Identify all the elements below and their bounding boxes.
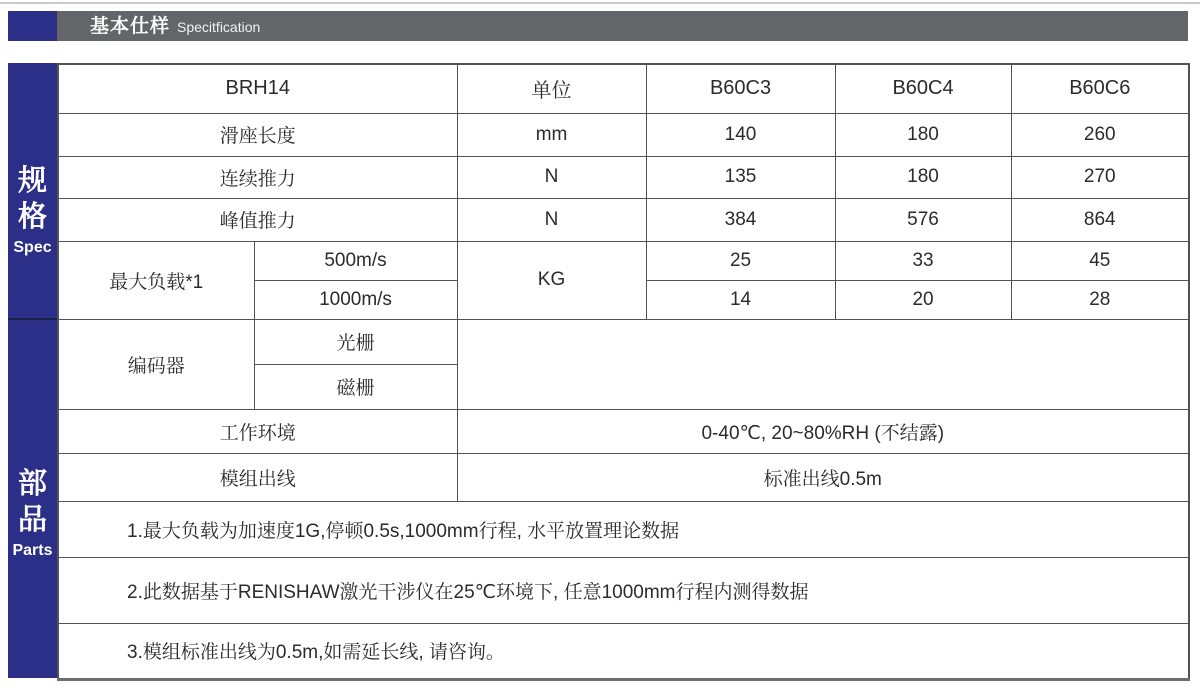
- column-header-b60c4: B60C4: [835, 64, 1011, 113]
- value-cell: 25: [646, 241, 835, 280]
- sidebar-section-parts: [8, 318, 57, 678]
- sidebar-parts-en: Parts: [12, 542, 53, 559]
- row-label-continuous-force: 连续推力: [58, 156, 457, 198]
- encoder-type-magnetic: 磁栅: [254, 364, 457, 409]
- note-2: 2.此数据基于RENISHAW激光干涉仪在25℃环境下, 任意1000mm行程内测得数据: [58, 557, 1189, 623]
- row-label-cable: 模组出线: [58, 453, 457, 501]
- environment-value-cell: 0-40℃, 20~80%RH (不结露): [457, 409, 1189, 453]
- table-row: [58, 501, 1189, 557]
- table-row: [58, 241, 1189, 280]
- table-row: [58, 319, 1189, 364]
- specification-table: [57, 63, 1190, 681]
- value-cell: 576: [835, 198, 1011, 241]
- sidebar-spec-char-1: 规: [17, 165, 47, 197]
- unit-cell: N: [457, 156, 646, 198]
- row-label-environment: 工作环境: [58, 409, 457, 453]
- unit-cell-kg: KG: [457, 241, 646, 319]
- section-title-en: Specitfication: [177, 19, 261, 35]
- value-cell: 135: [646, 156, 835, 198]
- value-cell: 45: [1011, 241, 1189, 280]
- value-cell: 20: [835, 280, 1011, 319]
- sidebar-parts-char-2: 品: [17, 504, 47, 536]
- section-title-zh: 基本仕样: [90, 16, 171, 37]
- note-1: 1.最大负载为加速度1G,停顿0.5s,1000mm行程, 水平放置理论数据: [58, 501, 1189, 557]
- sidebar-parts-char-1: 部: [17, 468, 47, 500]
- value-cell: 384: [646, 198, 835, 241]
- value-cell: 140: [646, 113, 835, 156]
- table-row: [58, 453, 1189, 501]
- unit-header-cell: 单位: [457, 64, 646, 113]
- column-header-b60c3: B60C3: [646, 64, 835, 113]
- value-cell: 180: [835, 113, 1011, 156]
- table-row: [58, 623, 1189, 679]
- condition-cell-1000: 1000m/s: [254, 280, 457, 319]
- condition-cell-500: 500m/s: [254, 241, 457, 280]
- sidebar-spec-char-2: 格: [17, 201, 47, 233]
- table-row: [58, 113, 1189, 156]
- value-cell: 260: [1011, 113, 1189, 156]
- top-divider-line: [0, 2, 1200, 4]
- value-cell: 180: [835, 156, 1011, 198]
- value-cell: 14: [646, 280, 835, 319]
- note-3: 3.模组标准出线为0.5m,如需延长线, 请咨询。: [58, 623, 1189, 679]
- table-row: [58, 64, 1189, 113]
- value-cell: 270: [1011, 156, 1189, 198]
- table-row: [58, 198, 1189, 241]
- value-cell: 33: [835, 241, 1011, 280]
- row-label-encoder: 编码器: [58, 319, 254, 409]
- column-header-b60c6: B60C6: [1011, 64, 1189, 113]
- title-accent-square: [8, 11, 57, 41]
- value-cell: 864: [1011, 198, 1189, 241]
- sidebar-section-spec: [8, 63, 57, 318]
- row-label-slider-length: 滑座长度: [58, 113, 457, 156]
- table-row: [58, 409, 1189, 453]
- value-cell: 28: [1011, 280, 1189, 319]
- table-row: [58, 557, 1189, 623]
- unit-cell: N: [457, 198, 646, 241]
- section-title-bar: [57, 11, 1188, 41]
- row-label-max-load: 最大负载*1: [58, 241, 254, 319]
- row-label-peak-force: 峰值推力: [58, 198, 457, 241]
- unit-cell: mm: [457, 113, 646, 156]
- encoder-type-optical: 光栅: [254, 319, 457, 364]
- encoder-empty-cell: [457, 319, 1189, 409]
- cable-value-cell: 标准出线0.5m: [457, 453, 1189, 501]
- model-name-cell: BRH14: [58, 64, 457, 113]
- sidebar-spec-en: Spec: [13, 239, 52, 256]
- table-row: [58, 156, 1189, 198]
